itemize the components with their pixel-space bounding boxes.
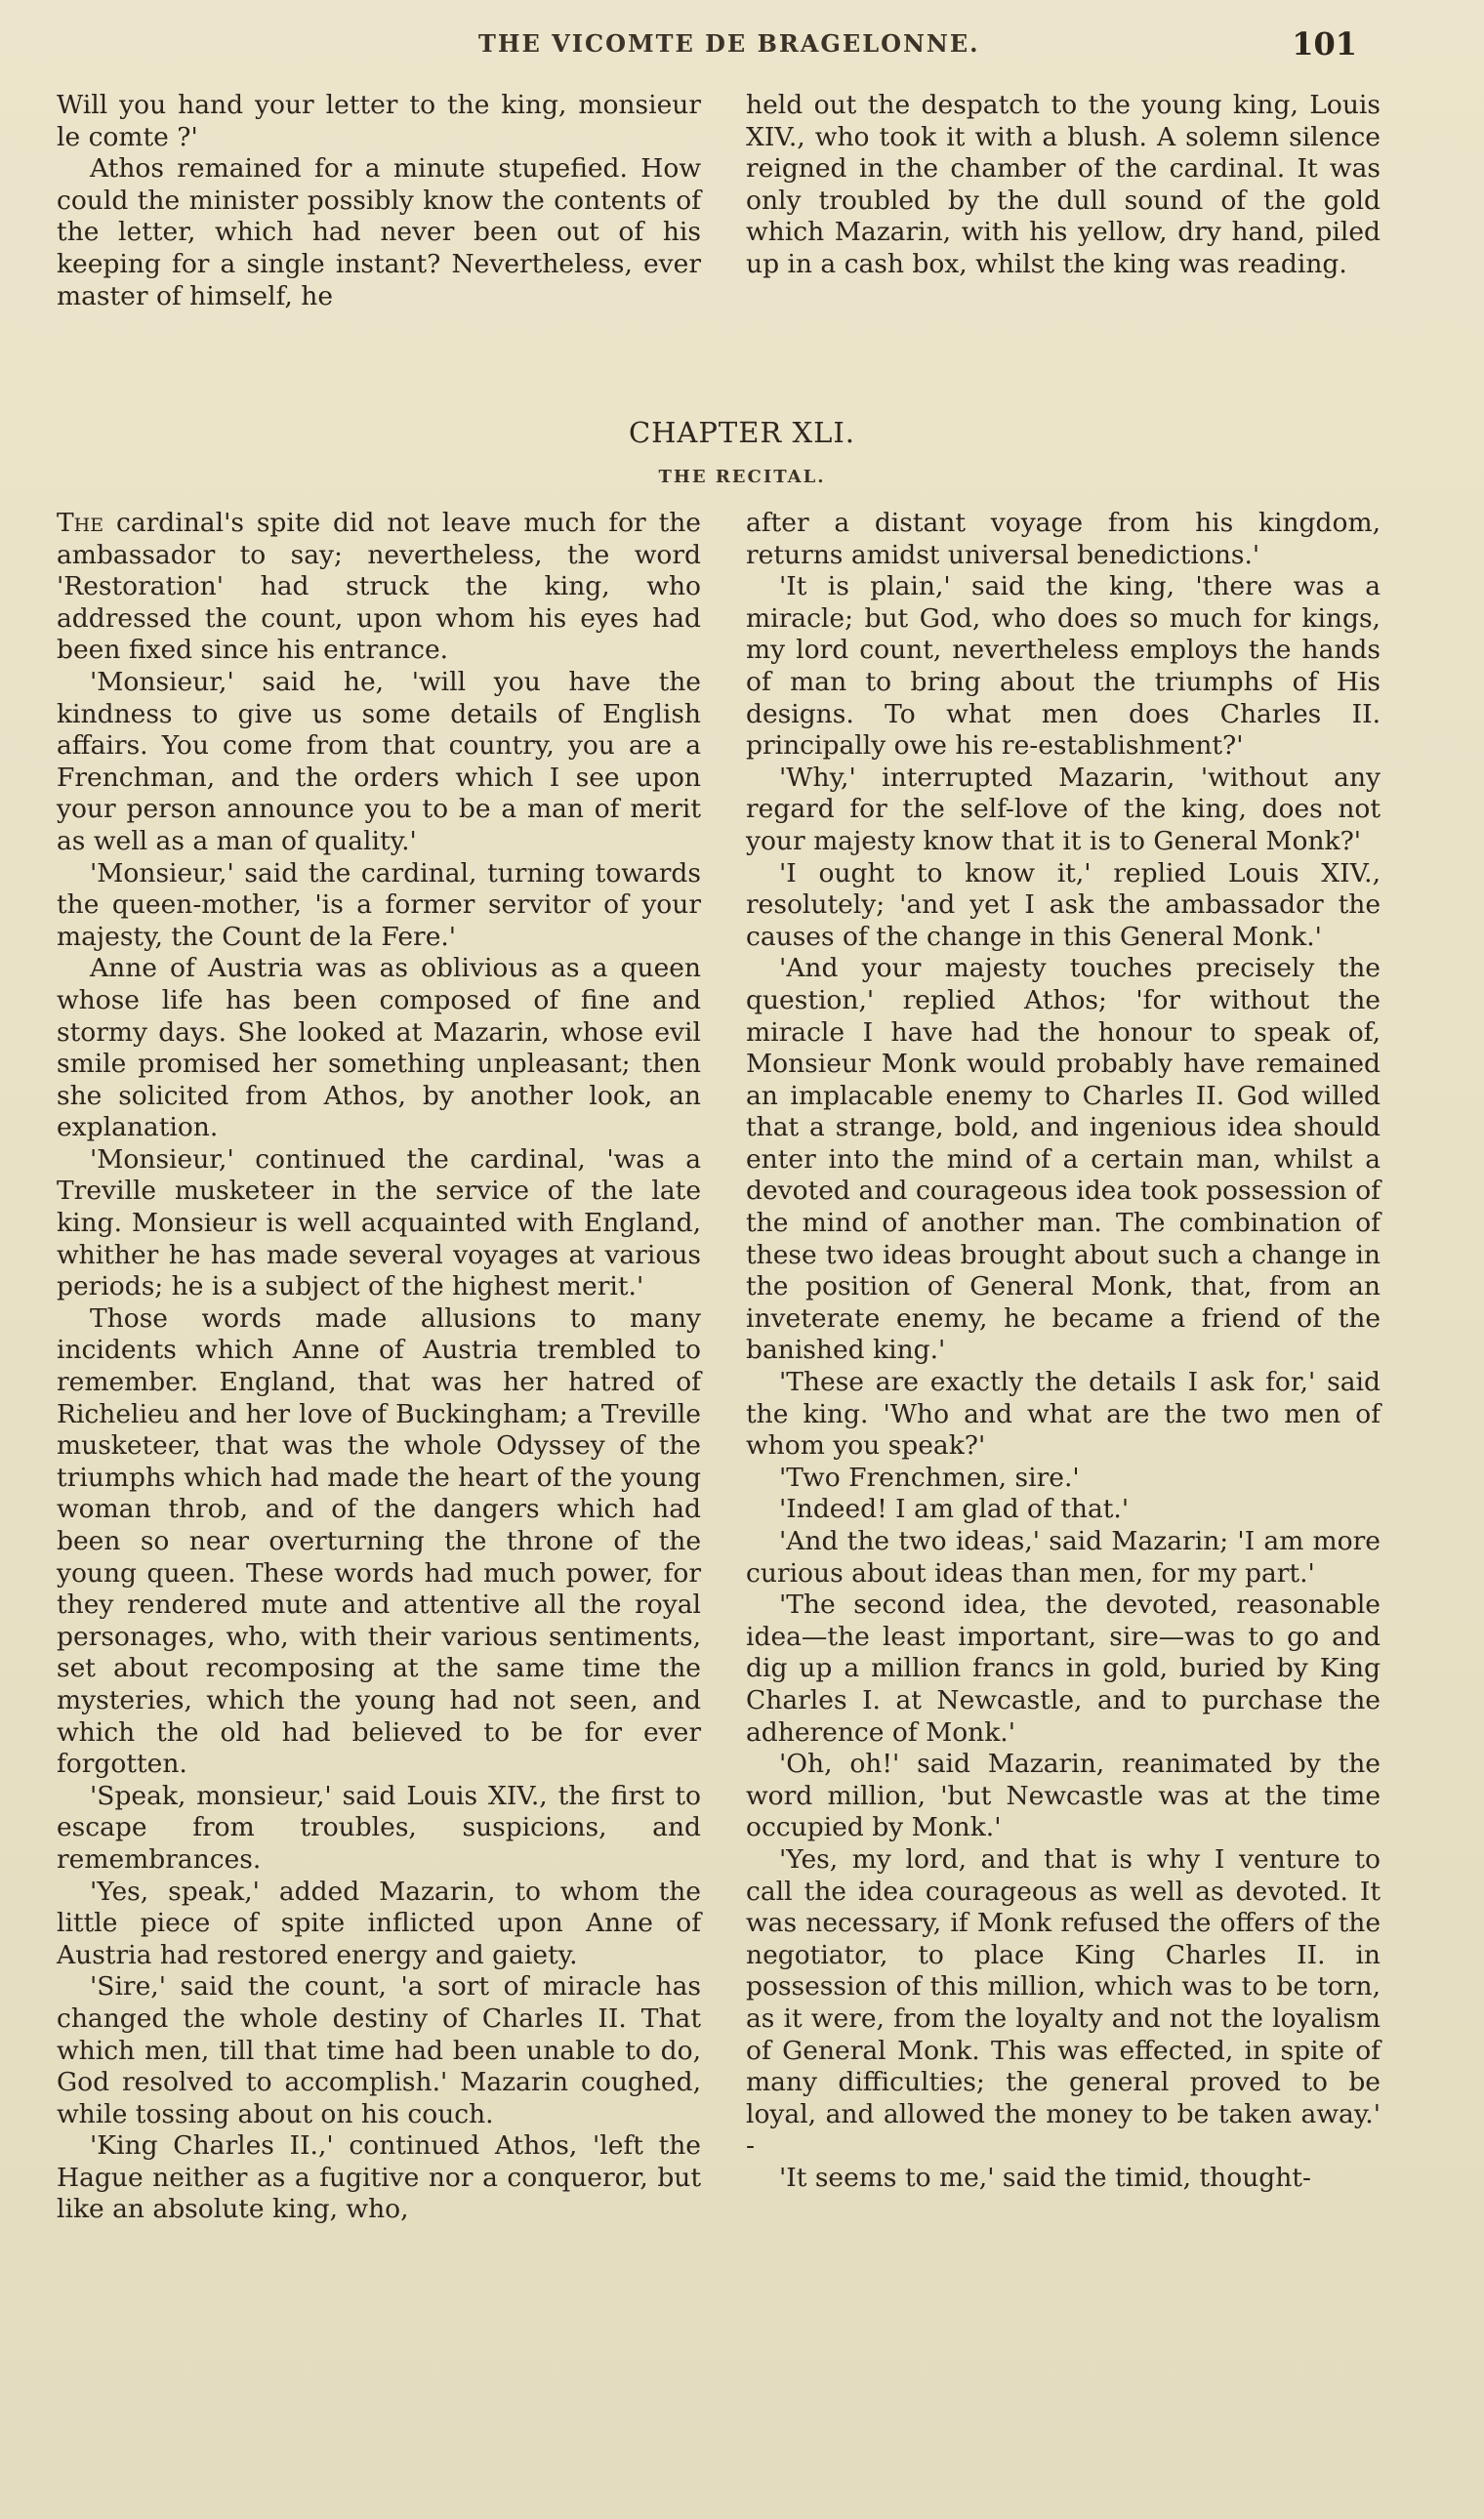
body-left-column [57,508,701,2226]
paragraph: 'It is plain,' said the king, 'there was a miracle; but God, who does so much for kings, my lord count, nevertheless employs the hands of man to bring about the triumphs of His designs. To what men does Charles II. principally owe his re-establishment?' [746,571,1381,762]
paragraph: 'King Charles II.,' continued Athos, 'left the Hague neither as a fugitive nor a conqueror, but like an absolute king, who, [57,2130,701,2225]
paragraph: after a distant voyage from his kingdom, returns amidst universal benedictions.' [746,508,1381,570]
paragraph: 'Monsieur,' said the cardinal, turning towards the queen-mother, 'is a former servitor of your majesty, the Count de la Fere.' [57,857,701,952]
paragraph: Will you hand your letter to the king, monsieur le comte ?' [57,90,701,152]
paragraph: 'Oh, oh!' said Mazarin, reanimated by the word million, 'but Newcastle was at the time occupied by Monk.' [746,1749,1381,1843]
paragraph: 'And the two ideas,' said Mazarin; 'I am more curious about ideas than men, for my part.' [746,1526,1381,1589]
paragraph: 'And your majesty touches precisely the question,' replied Athos; 'for without the miracle I have had the honour to speak of, Monsieur Monk would probably have remained an implacable enemy to Charles II. God willed that a strange, bold, and ingenious idea should enter into the mind of a certain man, whilst a devoted and courageous idea took possession of the mind of another man. The combination of these two ideas brought about such a change in the position of General Monk, that, from an inveterate enemy, he became a friend of the banished king.' [746,953,1381,1366]
paragraph: 'It seems to me,' said the timid, thought- [779,2162,1311,2193]
paragraph: 'Yes, my lord, and that is why I venture to call the idea courageous as well as devoted. It was necessary, if Monk refused the offers of the negotiator, to place King Charles II. in possession of this million, which was to be torn, as it were, from the loyalty and not the loyalism of General Monk. This was effected, in spite of many difficulties; the general proved to be loyal, and allowed the money to be taken away.' - [746,1843,1381,2162]
running-title: THE VICOMTE DE BRAGELONNE. [478,29,980,58]
paragraph: 'Sire,' said the count, 'a sort of miracle has changed the whole destiny of Charles II. That which men, till that time had been unable to do, God resolved to accomplish.' Mazarin coughed, while tossing about on his couch. [57,1971,701,2129]
paragraph: 'Why,' interrupted Mazarin, 'without any regard for the self-love of the king, does not your majesty know that it is to General Monk?' [746,762,1381,856]
opening-paragraph [57,508,701,667]
paragraph: 'Two Frenchmen, sire.' [779,1462,1080,1493]
paragraph: 'I ought to know it,' replied Louis XIV., resolutely; 'and yet I ask the ambassador the causes of the change in this General Monk.' [746,857,1381,952]
paragraph: 'These are exactly the details I ask for,' said the king. 'Who and what are the two men of whom you speak?' [746,1367,1381,1462]
paragraph: 'Indeed! I am glad of that.' [779,1494,1130,1525]
top-left-column [57,90,701,312]
chapter-subtitle: THE RECITAL. [658,467,826,487]
paragraph: held out the despatch to the young king, Louis XIV., who took it with a blush. A solemn silence reigned in the chamber of the cardinal. It was only troubled by the dull sound of the gold which Mazarin, with his yellow, dry hand, piled up in a cash box, whilst the king was reading. [746,90,1381,279]
opening-word: The [57,508,104,538]
body-right-column [746,508,1381,2194]
opening-text: cardinal's spite did not leave much for the ambassador to say; nevertheless, the word 'Restoration' had struck the king, who addressed the count, upon whom his eyes had been fixed since his entrance. [57,508,701,666]
top-right-column [746,90,1381,281]
paragraph: Those words made allusions to many incidents which Anne of Austria trembled to remember. England, that was her hatred of Richelieu and her love of Buckingham; a Treville musketeer, that was the whole Odyssey of the triumphs which had made the heart of the young woman throb, and of the dangers which had been so near overturning the throne of the young queen. These words had much power, for they rendered mute and attentive all the royal personages, who, with their various sentiments, set about recomposing at the same time the mysteries, which the young had not seen, and which the old had believed to be for ever forgotten. [57,1302,701,1780]
paragraph: Athos remained for a minute stupefied. How could the minister possibly know the contents of the letter, which had never been out of his keeping for a single instant? Nevertheless, ever master of himself, he [57,153,701,311]
paragraph: 'The second idea, the devoted, reasonable idea—the least important, sire—was to go and dig up a million francs in gold, buried by King Charles I. at Newcastle, and to purchase the adherence of Monk.' [746,1590,1381,1748]
page-number: 101 [1292,25,1357,62]
running-head [478,25,1386,68]
paragraph: 'Speak, monsieur,' said Louis XIV., the first to escape from troubles, suspicions, and remembrances. [57,1780,701,1875]
paragraph: 'Monsieur,' continued the cardinal, 'was a Treville musketeer in the service of the late king. Monsieur is well acquainted with England, whither he has made several voyages at various periods; he is a subject of the highest merit.' [57,1143,701,1302]
chapter-title: CHAPTER XLI. [628,416,856,449]
paragraph: Anne of Austria was as oblivious as a queen whose life has been composed of fine and stormy days. She looked at Mazarin, whose evil smile promised her something unpleasant; then she solicited from Athos, by another look, an explanation. [57,953,701,1143]
paragraph: 'Monsieur,' said he, 'will you have the kindness to give us some details of English affairs. You come from that country, you are a Frenchman, and the orders which I see upon your person announce you to be a man of merit as well as a man of quality.' [57,666,701,856]
paragraph: 'Yes, speak,' added Mazarin, to whom the little piece of spite inflicted upon Anne of Austria had restored energy and gaiety. [57,1876,701,1970]
